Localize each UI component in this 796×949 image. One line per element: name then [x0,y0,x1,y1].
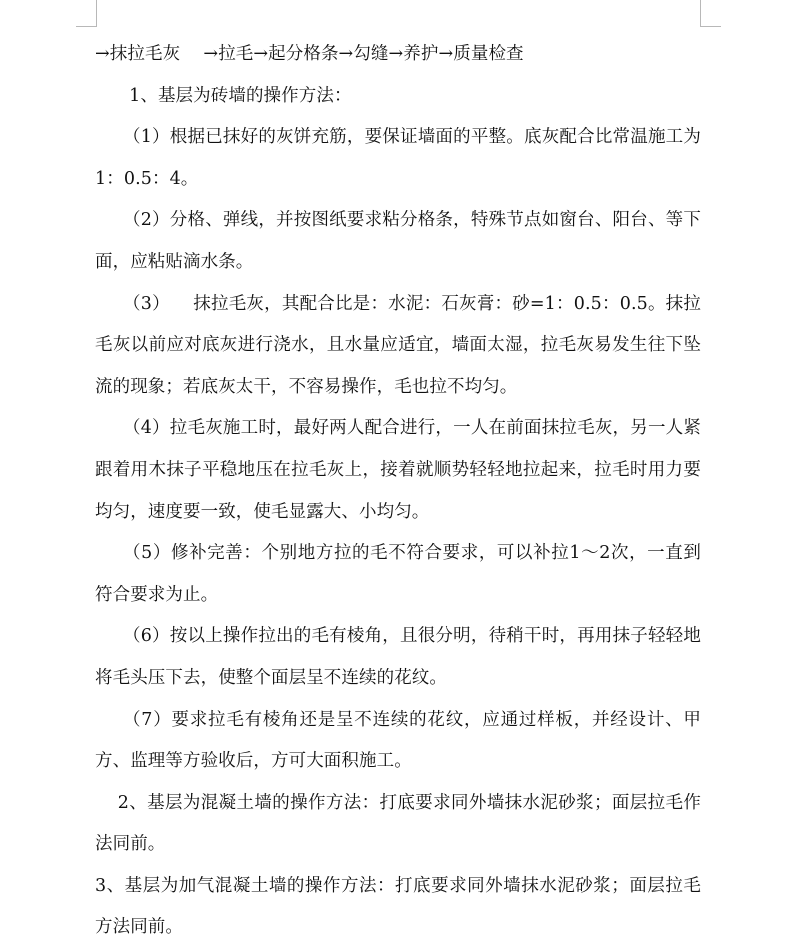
step-paragraph-3: （3） 抹拉毛灰，其配合比是：水泥：石灰膏：砂=1：0.5：0.5。抹拉毛灰以前应对底灰进行浇水，且水量应适宜，墙面太湿，拉毛灰易发生往下坠流的现象；若底灰太干，不容易操作，毛也拉不均匀。 [95,293,701,397]
crop-mark-top-right [700,0,721,27]
crop-mark-top-left [76,0,97,27]
process-flow-line: →抹拉毛灰 →拉毛→起分格条→勾缝→养护→质量检查 [95,44,524,64]
step-paragraph-2: （2）分格、弹线，并按图纸要求粘分格条，特殊节点如窗台、阳台、等下面，应粘贴滴水条。 [95,210,701,272]
step-paragraph-1: （1）根据已抹好的灰饼充筋，要保证墙面的平整。底灰配合比常温施工为1：0.5：4。 [95,127,701,189]
step-paragraph-4: （4）拉毛灰施工时，最好两人配合进行，一人在前面抹拉毛灰，另一人紧跟着用木抹子平稳地压在拉毛灰上，接着就顺势轻轻地拉起来，拉毛时用力要均匀，速度要一致，使毛显露大、小均匀。 [95,418,701,522]
step-paragraph-5: （5）修补完善：个别地方拉的毛不符合要求，可以补拉1～2次，一直到符合要求为止。 [95,543,701,605]
step-paragraph-6: （6）按以上操作拉出的毛有棱角，且很分明，待稍干时，再用抹子轻轻地将毛头压下去，使整个面层呈不连续的花纹。 [95,626,701,688]
section-paragraph-aerated-concrete-wall: 3、基层为加气混凝土墙的操作方法：打底要求同外墙抹水泥砂浆；面层拉毛方法同前。 [95,875,701,938]
document-body [95,34,701,949]
section-heading-brick-wall: 1、基层为砖墙的操作方法： [129,85,352,106]
section-paragraph-concrete-wall: 2、基层为混凝土墙的操作方法：打底要求同外墙抹水泥砂浆；面层拉毛作法同前。 [95,792,701,855]
step-paragraph-7: （7）要求拉毛有棱角还是呈不连续的花纹，应通过样板，并经设计、甲方、监理等方验收后，方可大面积施工。 [95,709,701,772]
